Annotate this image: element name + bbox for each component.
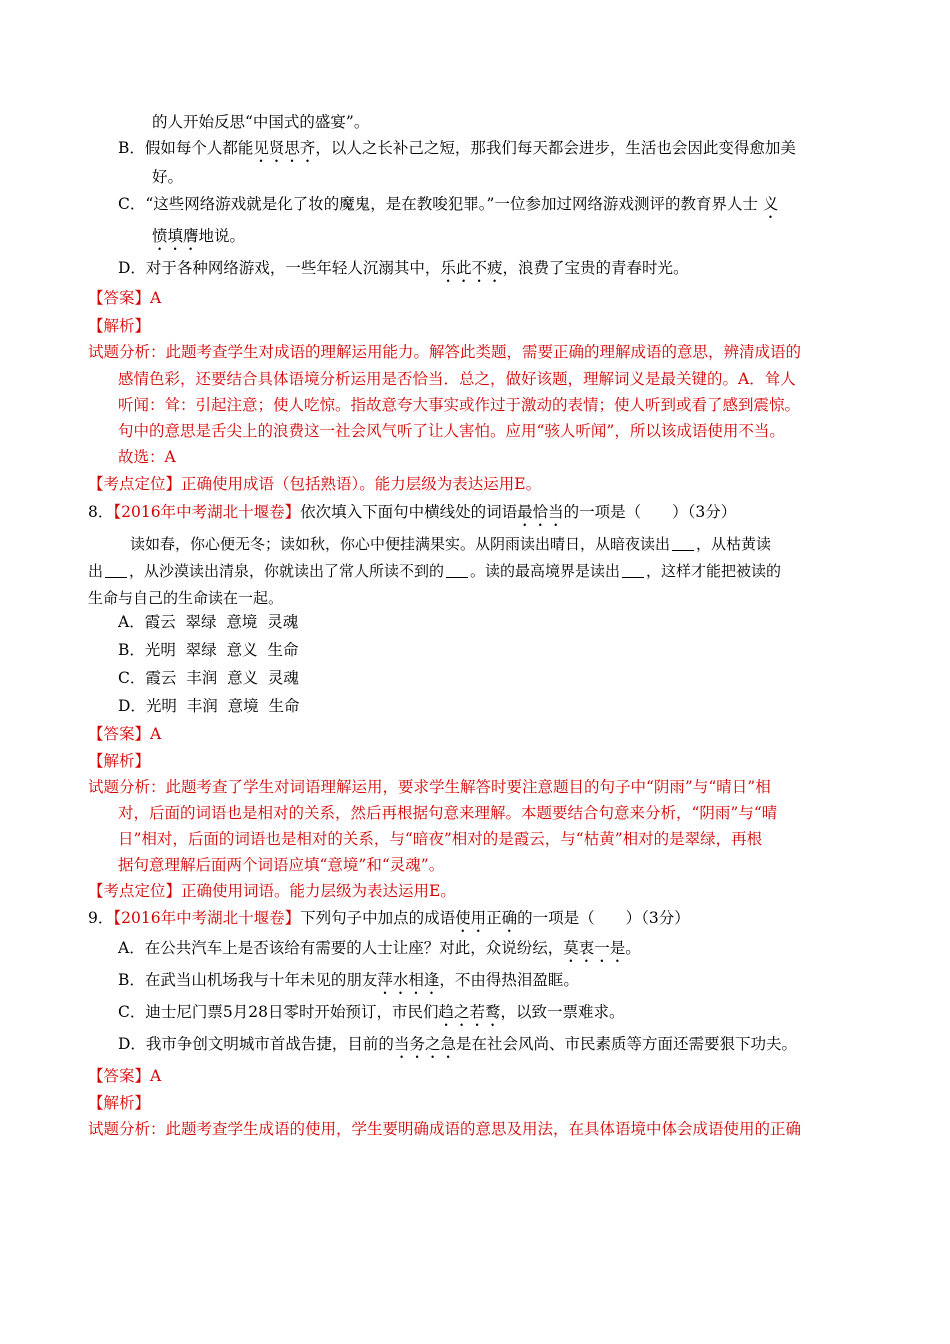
- emphasized-word: 最恰当: [517, 503, 564, 521]
- option-b: B．光明 翠绿 意义 生命: [118, 641, 299, 659]
- analysis-line: 试题分析：此题考查学生成语的使用，学生要明确成语的意思及用法，在具体语境中体会成语使用的正确: [88, 1120, 802, 1138]
- emphasized-word: 确: [501, 909, 518, 927]
- option-a: A．在公共汽车上是否该给有需要的人士让座？对此，众说纷纭，莫衷一是。: [118, 939, 641, 957]
- analysis-line: 听闻：耸：引起注意；使人吃惊。指故意夸大事实或作过于激动的表情；使人听到或看了感到震惊。: [118, 396, 801, 414]
- kaodian-label: 【考点定位】正确使用成语（包括熟语）。能力层级为表达运用E。: [88, 475, 542, 493]
- analysis-line: 日”相对，后面的词语也是相对的关系，与“暗夜”相对的是霞云，与“枯黄”相对的是翠绿，再根: [118, 830, 763, 848]
- blank-line: [622, 563, 644, 578]
- analysis-line: 对，后面的词语也是相对的关系，然后再根据句意来理解。本题要结合句意来分析，“阴雨”与“晴: [118, 804, 778, 822]
- emphasized-idiom: 当务之急: [393, 1035, 456, 1053]
- analysis-line: 试题分析：此题考查了学生对词语理解运用，要求学生解答时要注意题目的句子中“阴雨”与“晴日”相: [88, 778, 771, 796]
- option-c: C．“这些网络游戏就是化了妆的魔鬼，是在教唆犯罪。”一位参加过网络游戏测评的教育界人士 义: [118, 195, 779, 213]
- analysis-line: 句中的意思是舌尖上的浪费这一社会风气听了让人害怕。应用“骇人听闻”，所以该成语使用不当。: [118, 422, 785, 440]
- option-b: B．在武当山机场我与十年未见的朋友萍水相逢，不由得热泪盈眶。: [118, 971, 579, 989]
- question-source: 【2016年中考湖北十堰卷】: [113, 503, 301, 521]
- emphasized-word: 使用: [455, 909, 487, 927]
- passage-line: 生命与自己的生命读在一起。: [88, 589, 284, 607]
- answer-label: 【答案】A: [88, 289, 162, 307]
- answer-label: 【答案】A: [88, 725, 162, 743]
- option-c: C．迪士尼门票5月28日零时开始预订，市民们趋之若鹜，以致一票难求。: [118, 1003, 625, 1021]
- analysis-label: 【解析】: [88, 752, 151, 770]
- emphasized-idiom: 趋之若鹜: [438, 1003, 501, 1021]
- emphasized-idiom: 义: [762, 195, 779, 213]
- analysis-label: 【解析】: [88, 1094, 151, 1112]
- blank-line: [672, 536, 694, 551]
- passage-line: 出 ，从沙漠读出清泉，你就读出了常人所读不到的 。读的最高境界是读出 ，这样才能把被读的: [88, 562, 782, 580]
- answer-label: 【答案】A: [88, 1067, 162, 1085]
- kaodian-label: 【考点定位】正确使用词语。能力层级为表达运用E。: [88, 882, 456, 900]
- option-d: D．光明 丰润 意境 生命: [118, 697, 300, 715]
- passage-line: 读如春，你心便无冬；读如秋，你心中便挂满果实。从阴雨读出晴日，从暗夜读出 ，从枯黄读: [130, 535, 772, 553]
- emphasized-idiom: 愤填膺: [152, 227, 199, 245]
- question-source: 【2016年中考湖北十堰卷】: [113, 909, 301, 927]
- analysis-line: 试题分析：此题考查学生对成语的理解运用能力。解答此类题，需要正确的理解成语的意思，辨清成语的: [88, 343, 802, 361]
- option-c-continuation: 愤填膺地说。: [152, 227, 246, 245]
- analysis-line: 感情色彩，还要结合具体语境分析运用是否恰当．总之，做好该题，理解词义是最关键的。A．耸人: [118, 370, 796, 388]
- option-c: C．霞云 丰润 意义 灵魂: [118, 669, 299, 687]
- question-8-stem: 8．【2016年中考湖北十堰卷】依次填入下面句中横线处的词语最恰当的一项是（ ）（3分）: [88, 503, 737, 521]
- emphasized-idiom: 乐此不疲: [440, 259, 503, 277]
- option-d: D．对于各种网络游戏，一些年轻人沉溺其中，乐此不疲，浪费了宝贵的青春时光。: [118, 259, 689, 277]
- option-d: D．我市争创文明城市首战告捷，目前的当务之急是在社会风尚、市民素质等方面还需要狠下功夫。: [118, 1035, 797, 1053]
- analysis-label: 【解析】: [88, 317, 151, 335]
- emphasized-idiom: 莫衷一是: [563, 939, 626, 957]
- emphasized-idiom: 见贤思齐: [253, 139, 316, 157]
- option-a-continuation: 的人开始反思“中国式的盛宴”。: [152, 113, 370, 131]
- option-b-continuation: 好。: [152, 168, 184, 186]
- emphasized-idiom: 萍水相逢: [377, 971, 440, 989]
- analysis-line: 故选：A: [118, 448, 176, 466]
- option-b: B．假如每个人都能见贤思齐，以人之长补己之短，那我们每天都会进步，生活也会因此变得愈加美: [118, 139, 796, 157]
- blank-line: [105, 563, 127, 578]
- analysis-line: 据句意理解后面两个词语应填“意境”和“灵魂”。: [118, 856, 445, 874]
- option-a: A．霞云 翠绿 意境 灵魂: [118, 613, 299, 631]
- question-9-stem: 9．【2016年中考湖北十堰卷】下列句子中加点的成语使用正确的一项是（ ）（3分）: [88, 909, 690, 927]
- blank-line: [446, 563, 468, 578]
